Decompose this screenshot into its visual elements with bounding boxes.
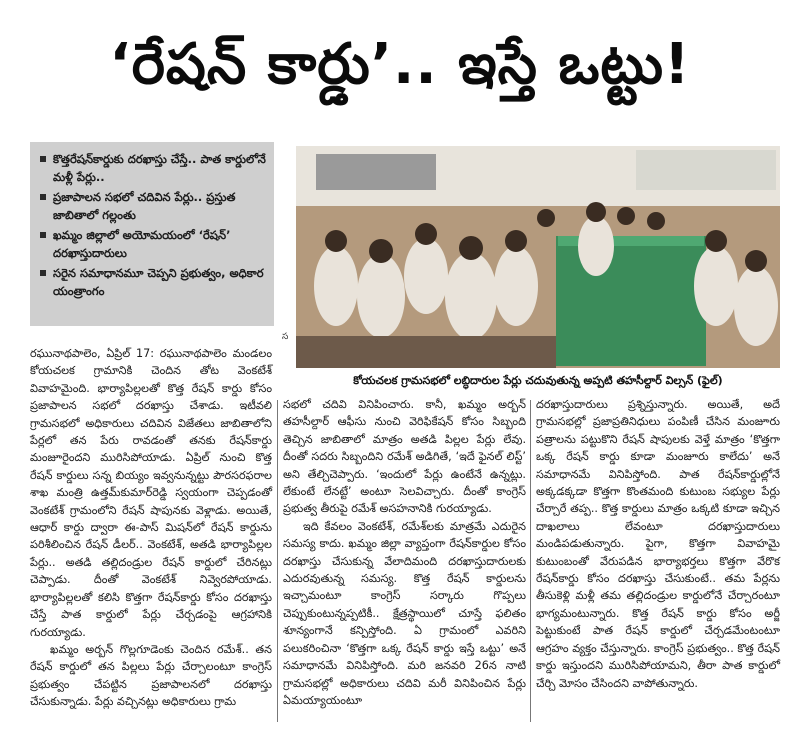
headline <box>0 0 800 142</box>
bullet-icon <box>40 270 46 276</box>
news-photo <box>296 146 780 368</box>
column-divider <box>277 400 278 722</box>
meeting-scene-image <box>296 146 780 368</box>
highlight-item: సరైన సమాధానమూ చెప్పని ప్రభుత్వం, అధికార యంత్రాంగం <box>40 264 266 300</box>
paragraph: దరఖాస్తుదారులు ప్రశ్నిస్తున్నారు. అయితే, అదే గ్రామసభల్లో ప్రజాప్రతినిధులు పంపిణీ చేసిన మంజూరు పత్రాలను పట్టుకొని రేషన్ షాపులకు వెళ్తే మాత్రం ‘కొత్తగా ఒక్క రేషన్ కార్డు కూడా మంజూరు కాలేదు’ అనే సమాధానమే వినిపిస్తోంది. పాత రేషన్‌కార్డుల్లోనే అక్కడక్కడా కొత్తగా కొంతమంది కుటుంబ సభ్యుల పేర్లు చేర్చారే తప్ప.. కొత్త కార్డులు మాత్రం ఒక్కటి కూడా ఇచ్చిన దాఖలాలు లేవంటూ దరఖాస్తుదారులు మండిపడుతున్నారు. పైగా, కొత్తగా వివాహమై కుటుంబంతో వేరుపడిన భార్యాభర్తలు కొత్తగా వేరొక రేషన్‌కార్డు కోసం దరఖాస్తు చేసుకుంటే.. తమ పేర్లను తీసుకెళ్లి మళ్లీ తమ తల్లిదండ్రుల కార్డులోనే చేర్చారంటూ భాగ్యమంటున్నారు. కొత్త రేషన్ కార్డు కోసం అర్జీ పెట్టుకుంటే పాత రేషన్ కార్డులో చేర్చడమేంటంటూ ఆగ్రహం వ్యక్తం చేస్తున్నారు. కాంగ్రెస్ ప్రభుత్వం.. కొత్త రేషన్ కార్డు ఇస్తుందని మురిసిపోయామని, తీరా పాత కార్డులో చేర్చి మోసం చేసిందని వాపోతున్నారు. <box>536 398 780 690</box>
paragraph: సభలో చదివి వినిపించారు. కానీ, ఖమ్మం అర్బన్ తహసీల్దార్ ఆఫీసు నుంచి వెరిఫికేషన్ కోసం సిబ్బంది తెచ్చిన జాబితాలో మాత్రం అతడి పిల్లల పేర్లు లేవు. దీంతో సదరు సిబ్బందిని రమేశ్ అడిగితే, ‘ఇదే ఫైనల్ లిస్ట్’ అని తేల్చిచెప్పారు. ‘ఇందులో పేర్లు ఉంటేనే ఉన్నట్లు. లేకుంటే లేనట్టే’ అంటూ సెలవిచ్చారు. దీంతో కాంగ్రెస్ ప్రభుత్వ తీరుపై రమేశ్ అసహనానికి గురయ్యాడు. <box>283 398 526 516</box>
highlight-item: కొత్తరేషన్‌కార్డుకు దరఖాస్తు చేస్తే.. పాత కార్డులోనే మళ్లీ పేర్లు.. <box>40 150 266 186</box>
headline-text: ‘రేషన్ కార్డు’.. ఇస్తే ఒట్టు! <box>109 31 691 97</box>
article-column-3 <box>536 396 780 692</box>
article-column-2 <box>283 396 526 709</box>
highlight-item: ఖమ్మం జిల్లాలో అయోమయంలో ‘రేషన్’ దరఖాస్తుదారులు <box>40 226 266 262</box>
photo-mark: స <box>282 332 289 342</box>
highlights-box <box>30 142 274 326</box>
paragraph: రఘునాథపాలెం, ఏప్రిల్ 17: రఘునాథపాలెం మండలం కోయచలక గ్రామానికి చెందిన తోట వెంకటేశ్ వివాహమైంది. భార్యాపిల్లలతో కొత్త రేషన్ కార్డు కోసం ప్రజాపాలన సభలో దరఖాస్తు చేశాడు. ఇటీవలి గ్రామసభలో అధికారులు చదివిన విజేతలు జాబితాలోని పేర్లలో తన పేరు రావడంతో తనకు రేషన్‌కార్డు మంజూరైందని మురిసిపోయాడు. ఏప్రిల్ నుంచి కొత్త రేషన్ కార్డులు సన్న బియ్యం ఇవ్వనున్నట్టు పౌరసరఫరాల శాఖ మంత్రి ఉత్తమ్‌కుమార్‌రెడ్డి స్వయంగా చెప్పడంతో వెంకటేశ్ గ్రామంలోని రేషన్ షాపునకు వెళ్లాడు. అయితే, ఆధార్ కార్డు ద్వారా ఈ-పాస్ మిషన్‌లో రేషన్ కార్డును పరిశీలించిన రేషన్ డీలర్.. వెంకటేశ్, అతడి భార్యాపిల్లల పేర్లు.. అతడి తల్లిదండ్రుల రేషన్ కార్డులో చేరినట్లు చెప్పాడు. దీంతో వెంకటేశ్ నివ్వెరపోయాడు. భార్యాపిల్లలతో కలిసి కొత్తగా రేషన్‌కార్డు కోసం దరఖాస్తు చేస్తే పాత కార్డులో పేర్లు చేర్చడంపై ఆగ్రహానికి గురయ్యాడు. <box>30 347 272 639</box>
column-divider <box>530 400 531 722</box>
bullet-icon <box>40 156 46 162</box>
paragraph: ఇది కేవలం వెంకటేశ్, రమేశ్‌లకు మాత్రమే ఎదురైన సమస్య కాదు. ఖమ్మం జిల్లా వ్యాప్తంగా రేషన్‌కార్డుల కోసం దరఖాస్తు చేసుకున్న వేలాదిమంది దరఖాస్తుదారులకు ఎదురవుతున్న సమస్య. కొత్త రేషన్ కార్డులను ఇచ్చామంటూ కాంగ్రెస్ సర్కారు గొప్పలు చెప్పుకుంటున్నప్పటికీ.. క్షేత్రస్థాయిలో చూస్తే ఫలితం శూన్యంగానే కన్పిస్తోంది. ఏ గ్రామంలో ఎవరిని పలుకరించినా ‘కొత్తగా ఒక్క రేషన్ కార్డు ఇస్తే ఒట్టు’ అనే సమాధానమే వినిపిస్తోంది. మరి జనవరి 26న నాటి గ్రామసభల్లో అధికారులు చదివి మరీ వినిపించిన పేర్లు ఏమయ్యాయంటూ <box>283 519 526 707</box>
bullet-icon <box>40 194 46 200</box>
paragraph: ఖమ్మం అర్బన్ గొల్లగూడెంకు చెందిన రమేశ్.. తన రేషన్ కార్డులో తన పిల్లలు పేర్లు చేర్చాలంటూ కాంగ్రెస్ ప్రభుత్వం చేపట్టిన ప్రజాపాలనలో దరఖాస్తు చేసుకున్నాడు. పేర్లు వచ్చినట్లు అధికారులు గ్రామ <box>30 642 272 709</box>
highlight-item: ప్రజాపాలన సభలో చదివిన పేర్లు.. ప్రస్తుత జాబితాలో గల్లంతు <box>40 188 266 224</box>
article-column-1 <box>30 345 272 711</box>
photo-caption: కోయచలక గ్రామసభలో లబ్ధిదారుల పేర్లు చదువుతున్న అప్పటి తహసీల్దార్ విల్సన్ (ఫైల్) <box>353 374 723 387</box>
bullet-icon <box>40 232 46 238</box>
